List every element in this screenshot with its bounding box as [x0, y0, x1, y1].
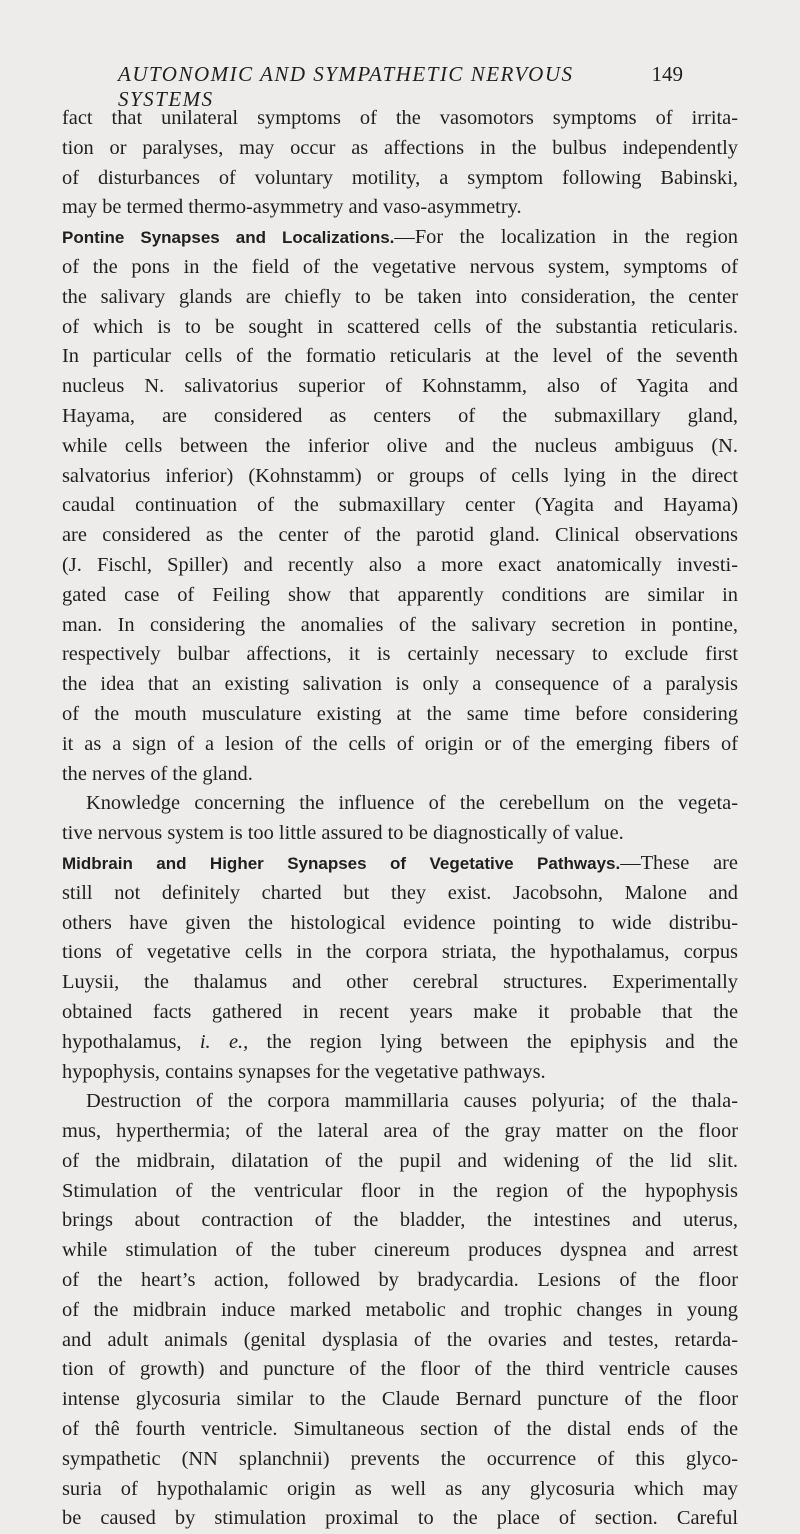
text-line — [62, 819, 738, 849]
text-line — [62, 789, 738, 819]
text-line — [62, 104, 738, 134]
text-line — [62, 1177, 738, 1207]
text-line — [62, 968, 738, 998]
text-line — [62, 462, 738, 492]
text-line — [62, 730, 738, 760]
line-text: tion or paralyses, may occur as affections in the bulbus independently — [62, 136, 738, 159]
line-text: the salivary glands are chiefly to be taken into consideration, the center — [62, 285, 738, 308]
text-line — [62, 1117, 738, 1147]
line-text: the region lying between the epiphysis and the — [248, 1030, 738, 1053]
italic-text: i. e., — [199, 1030, 249, 1053]
line-text: intense glycosuria similar to the Claude Bernard puncture of the floor — [62, 1388, 738, 1411]
line-text: tion of growth) and puncture of the floor of the third ventricle causes — [62, 1358, 738, 1381]
line-text: suria of hypothalamic origin as well as any glycosuria which may — [62, 1477, 738, 1500]
line-text: of the midbrain induce marked metabolic and trophic changes in young — [62, 1298, 738, 1321]
line-text: In particular cells of the formatio reticularis at the level of the seventh — [62, 345, 738, 368]
text-line — [62, 521, 738, 551]
line-text: others have given the histological evidence pointing to wide distribu- — [62, 911, 738, 934]
line-text: the nerves of the gland. — [62, 762, 253, 785]
line-text: and adult animals (genital dysplasia of the ovaries and testes, retarda- — [62, 1328, 738, 1351]
text-line — [62, 640, 738, 670]
body-text — [62, 104, 738, 1534]
text-line — [62, 164, 738, 194]
text-line — [62, 313, 738, 343]
text-line — [62, 1087, 738, 1117]
text-line — [62, 1206, 738, 1236]
line-text: of the midbrain, dilatation of the pupil and widening of the lid slit. — [62, 1149, 738, 1172]
line-text: the idea that an existing salivation is only a consequence of a paralysis — [62, 673, 738, 696]
text-line — [62, 253, 738, 283]
text-line — [62, 1326, 738, 1356]
line-text: salvatorius inferior) (Kohnstamm) or groups of cells lying in the direct — [62, 464, 738, 487]
text-line — [62, 193, 738, 223]
text-line — [62, 1445, 738, 1475]
text-line — [62, 1236, 738, 1266]
line-text: be caused by stimulation proximal to the place of section. Careful — [62, 1507, 738, 1530]
text-line — [62, 998, 738, 1028]
text-line — [62, 611, 738, 641]
text-line — [62, 879, 738, 909]
line-text: of the pons in the field of the vegetative nervous system, symptoms of — [62, 255, 738, 278]
line-text: —For the localization in the region — [394, 226, 739, 249]
text-line — [62, 1147, 738, 1177]
running-title: AUTONOMIC AND SYMPATHETIC NERVOUS SYSTEMS — [118, 62, 574, 111]
text-line — [62, 1028, 738, 1058]
line-text: of the heart’s action, followed by bradycardia. Lesions of the floor — [62, 1269, 738, 1292]
text-line — [62, 1415, 738, 1445]
text-line — [62, 1385, 738, 1415]
line-text: fact that unilateral symptoms of the vasomotors symptoms of irrita- — [62, 107, 738, 129]
section-heading: Midbrain and Higher Synapses of Vegetative Pathways. — [62, 853, 621, 873]
text-line — [62, 909, 738, 939]
line-text: —These are — [620, 851, 738, 874]
text-line — [62, 1475, 738, 1505]
line-text: mus, hyperthermia; of the lateral area of the gray matter on the floor — [62, 1120, 738, 1143]
line-text: still not definitely charted but they exist. Jacobsohn, Malone and — [62, 881, 738, 904]
line-text: are considered as the center of the parotid gland. Clinical observations — [62, 524, 738, 547]
text-line — [62, 1296, 738, 1326]
line-text: tive nervous system is too little assured to be diagnostically of value. — [62, 822, 624, 845]
line-text: gated case of Feiling show that apparently conditions are similar in — [62, 583, 738, 606]
text-line — [62, 700, 738, 730]
line-text: brings about contraction of the bladder, the intestines and uterus, — [62, 1209, 738, 1232]
line-text: may be termed thermo-asymmetry and vaso-asymmetry. — [62, 196, 522, 219]
text-line — [62, 342, 738, 372]
line-text: of which is to be sought in scattered cells of the substantia reticularis. — [62, 315, 738, 338]
text-line — [62, 760, 738, 790]
line-text: of thê fourth ventricle. Simultaneous section of the distal ends of the — [62, 1418, 738, 1441]
section-heading: Pontine Synapses and Localizations. — [62, 228, 395, 248]
text-line — [62, 1355, 738, 1385]
text-line — [62, 283, 738, 313]
page-number: 149 — [651, 62, 683, 86]
line-text: of disturbances of voluntary motility, a symptom following Babinski, — [62, 166, 738, 189]
text-line — [62, 1266, 738, 1296]
text-line — [62, 551, 738, 581]
line-text: caudal continuation of the submaxillary center (Yagita and Hayama) — [62, 494, 738, 517]
line-text: Knowledge concerning the influence of the cerebellum on the vegeta- — [86, 792, 738, 815]
text-line — [62, 402, 738, 432]
text-line — [62, 432, 738, 462]
line-text: while stimulation of the tuber cinereum produces dyspnea and arrest — [62, 1239, 738, 1262]
text-line — [62, 134, 738, 164]
line-text: Luysii, the thalamus and other cerebral structures. Experimentally — [62, 971, 738, 994]
line-text: Destruction of the corpora mammillaria causes polyuria; of the thala- — [86, 1090, 738, 1113]
text-line — [62, 1504, 738, 1534]
line-text: Hayama, are considered as centers of the submaxillary gland, — [62, 404, 738, 427]
line-text: of the mouth musculature existing at the same time before considering — [62, 702, 738, 725]
line-text: nucleus N. salivatorius superior of Kohnstamm, also of Yagita and — [62, 375, 738, 398]
text-line — [62, 849, 738, 879]
text-line — [62, 670, 738, 700]
line-text: (J. Fischl, Spiller) and recently also a more exact anatomically investi- — [62, 553, 738, 576]
text-line — [62, 938, 738, 968]
text-line — [62, 581, 738, 611]
line-text: man. In considering the anomalies of the salivary secretion in pontine, — [62, 613, 738, 636]
text-line — [62, 372, 738, 402]
line-text: obtained facts gathered in recent years make it probable that the — [62, 1000, 738, 1023]
line-text: it as a sign of a lesion of the cells of origin or of the emerging fibers of — [62, 732, 738, 755]
line-text: sympathetic (NN splanchnii) prevents the occurrence of this glyco- — [62, 1447, 738, 1470]
line-text: respectively bulbar affections, it is certainly necessary to exclude first — [62, 643, 738, 666]
line-text: Stimulation of the ventricular floor in the region of the hypophysis — [62, 1179, 738, 1202]
text-line — [62, 491, 738, 521]
line-text: tions of vegetative cells in the corpora striata, the hypothalamus, corpus — [62, 941, 738, 964]
text-line — [62, 1058, 738, 1088]
line-text: hypophysis, contains synapses for the vegetative pathways. — [62, 1060, 546, 1083]
text-line — [62, 223, 738, 253]
line-text-pre: hypothalamus, — [62, 1030, 200, 1053]
line-text: while cells between the inferior olive and the nucleus ambiguus (N. — [62, 434, 738, 457]
